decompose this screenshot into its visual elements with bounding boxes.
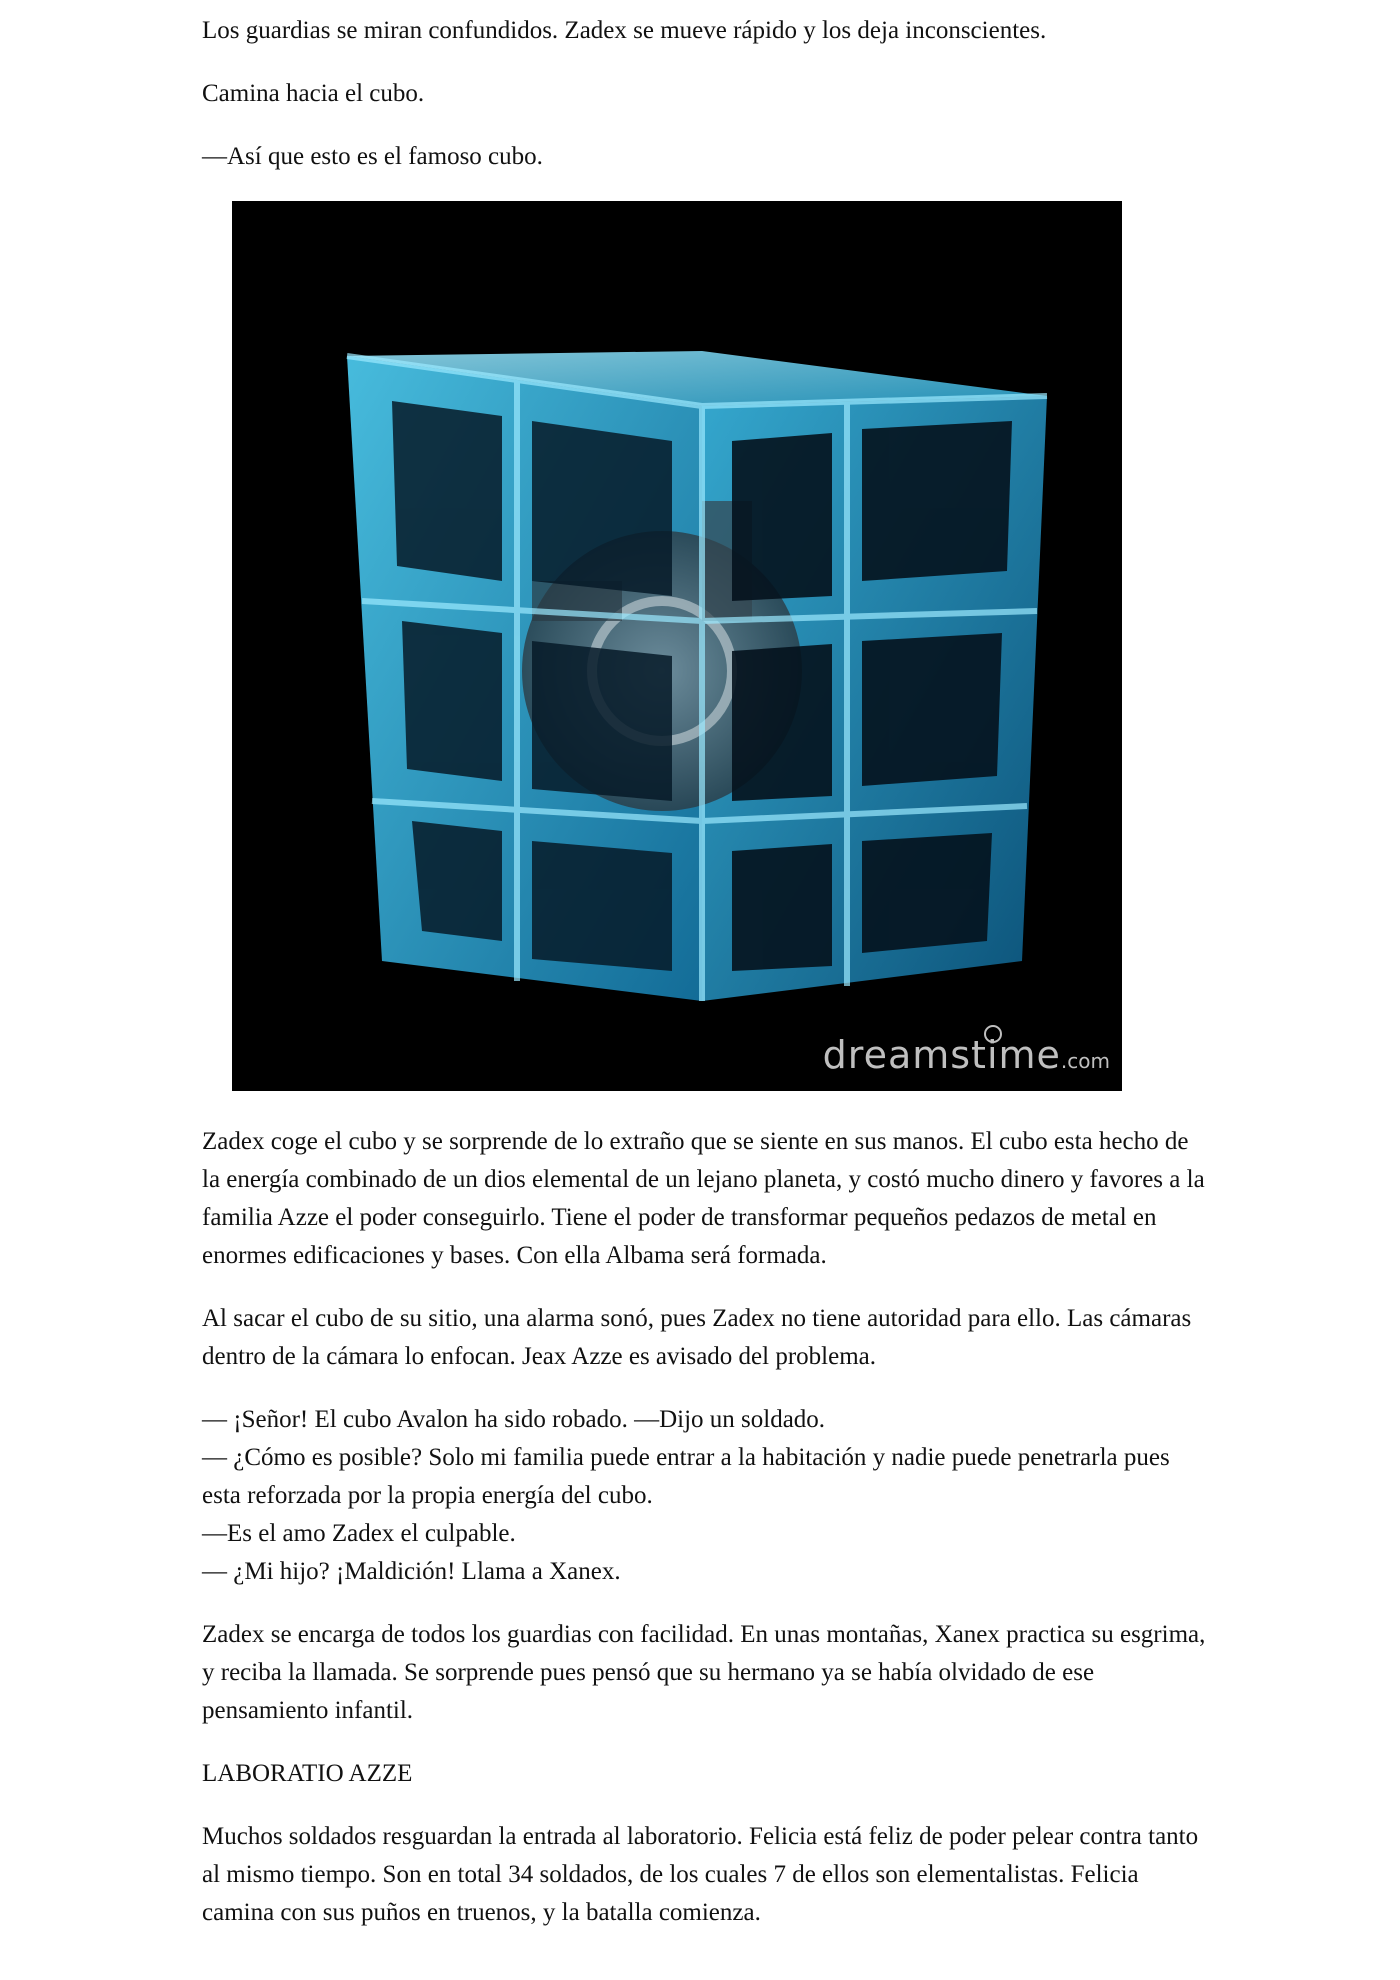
dialogue-line: — ¿Cómo es posible? Solo mi familia puede entrar a la habitación y nadie puede penetrarla pues esta reforzada por la propia energía del cubo. bbox=[202, 1444, 1170, 1509]
paragraph-walks: Camina hacia el cubo. bbox=[202, 80, 425, 107]
cube-right-cells bbox=[732, 421, 1012, 971]
paragraph-famous-cube: —Así que esto es el famoso cubo. bbox=[202, 143, 543, 170]
dialogue-line: —Es el amo Zadex el culpable. bbox=[202, 1520, 516, 1547]
glass-cube-image bbox=[232, 201, 1122, 1091]
document-page bbox=[202, 12, 1212, 1957]
paragraph-guards: Los guardias se miran confundidos. Zadex se mueve rápido y los deja inconscientes. bbox=[202, 17, 1047, 44]
image-watermark bbox=[823, 1035, 1110, 1081]
paragraph-guards-handled: Zadex se encarga de todos los guardias con facilidad. En unas montañas, Xanex practica su esgrima, y reciba la llamada. Se sorprende pues pensó que su hermano ya se había olvidado de ese pensamiento infantil. bbox=[202, 1621, 1206, 1724]
cube-illustration bbox=[232, 201, 1122, 1091]
paragraph-zadex-cube: Zadex coge el cubo y se sorprende de lo extraño que se siente en sus manos. El cubo esta hecho de la energía combinado de un dios elemental de un lejano planeta, y costó mucho dinero y favores a la familia Azze el poder conseguirlo. Tiene el poder de transformar pequeños pedazos de metal en enormes edificaciones y bases. Con ella Albama será formada. bbox=[202, 1128, 1205, 1269]
section-heading: LABORATIO AZZE bbox=[202, 1760, 413, 1787]
watermark-text: dreamstime bbox=[822, 1033, 1061, 1077]
dialogue-block bbox=[202, 1401, 1212, 1591]
paragraph-soldiers: Muchos soldados resguardan la entrada al laboratorio. Felicia está feliz de poder pelear contra tanto al mismo tiempo. Son en total 34 soldados, de los cuales 7 de ellos son elementalistas. Felicia camina con sus puños en truenos, y la batalla comienza. bbox=[202, 1823, 1199, 1926]
paragraph-alarm: Al sacar el cubo de su sitio, una alarma sonó, pues Zadex no tiene autoridad para ello. Las cámaras dentro de la cámara lo enfocan. Jeax Azze es avisado del problema. bbox=[202, 1305, 1192, 1370]
dialogue-line: — ¡Señor! El cubo Avalon ha sido robado. —Dijo un soldado. bbox=[202, 1406, 826, 1433]
dialogue-line: — ¿Mi hijo? ¡Maldición! Llama a Xanex. bbox=[202, 1558, 621, 1585]
cube-front-cells bbox=[392, 401, 672, 971]
watermark-suffix: .com bbox=[1060, 1049, 1110, 1073]
